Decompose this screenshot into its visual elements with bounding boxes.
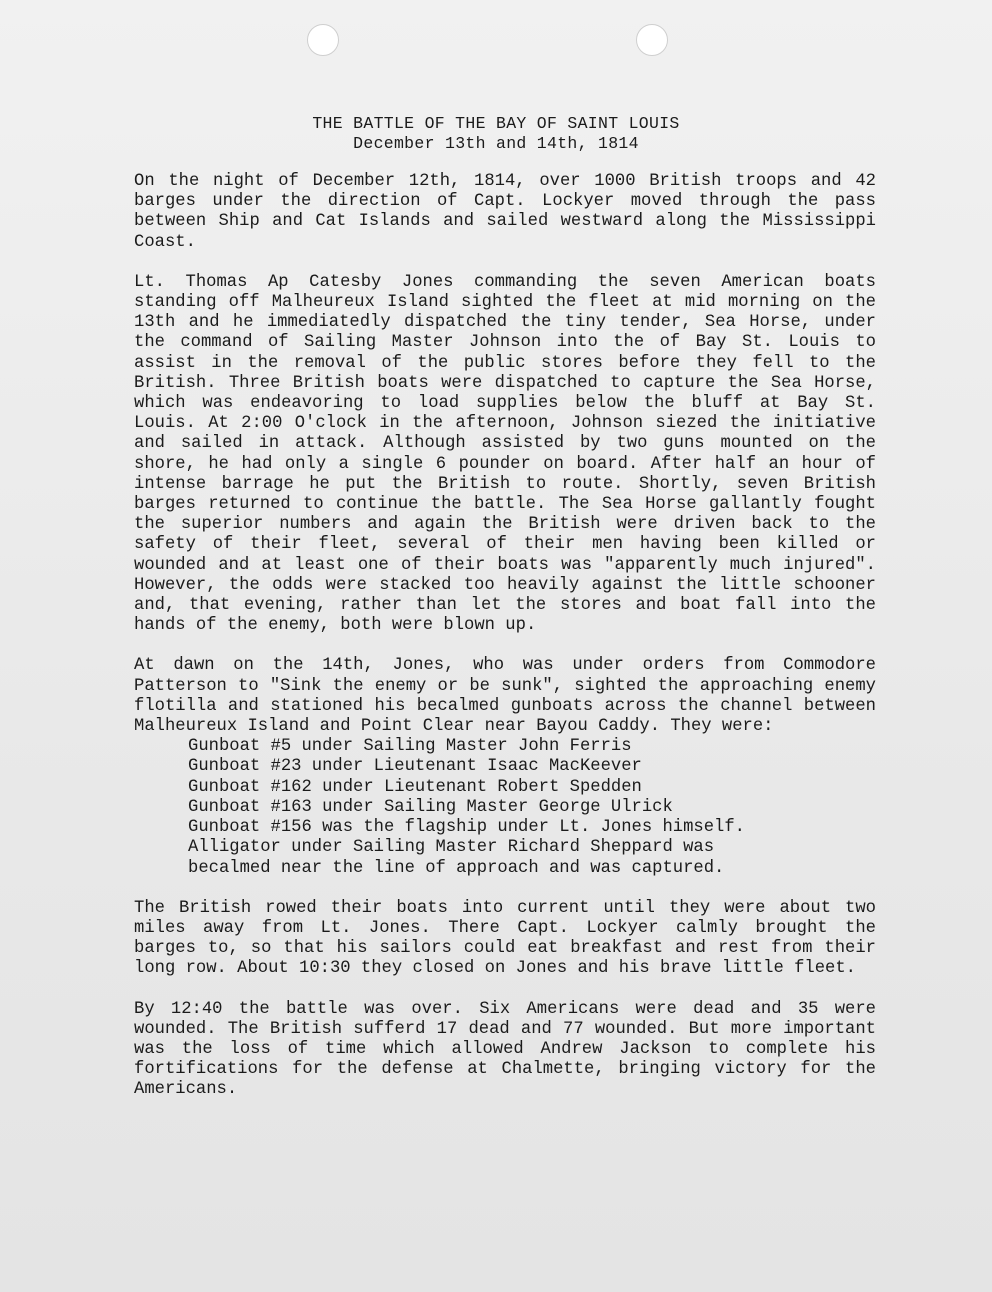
document-body: [134, 172, 876, 1121]
paragraph-3-intro: At dawn on the 14th, Jones, who was under orders from Commodore Patterson to "Sink the enemy or be sunk", sighted the approaching enemy flotilla and stationed his becalmed gunboats across the channel between Malheureux Island and Point Clear near Bayou Caddy. They were:: [134, 656, 876, 737]
paragraph-4: The British rowed their boats into current until they were about two miles away from Lt. Jones. There Capt. Lockyer calmly brought the barges to, so that his sailors could eat breakfast and rest from their long row. About 10:30 they closed on Jones and his brave little fleet.: [134, 898, 876, 979]
document-subtitle: December 13th and 14th, 1814: [353, 134, 639, 153]
gunboat-list: [188, 737, 876, 878]
punch-hole-left: [307, 24, 339, 56]
list-item: Alligator under Sailing Master Richard Sheppard was: [188, 838, 715, 858]
list-item: Gunboat #156 was the flagship under Lt. Jones himself.: [188, 818, 745, 838]
paragraph-2: Lt. Thomas Ap Catesby Jones commanding the seven American boats standing off Malheureux Island sighted the fleet at mid morning on the 13th and he immediatedly dispatched the tiny tender, Sea Horse, under the command of Sailing Master Johnson into the of Bay St. Louis to assist in the removal of the public stores before they fell to the British. Three British boats were dispatched to capture the Sea Horse, which was endeavoring to load supplies below the bluff at Bay St. Louis. At 2:00 O'clock in the afternoon, Johnson siezed the initiative and sailed in attack. Although assisted by two guns mounted on the shore, he had only a single 6 pounder on board. After half an hour of intense barrage he put the British to route. Shortly, seven British barges returned to continue the battle. The Sea Horse gallantly fought the superior numbers and again the British were driven back to the safety of their fleet, several of their men having been killed or wounded and at least one of their boats was "apparently much injured". However, the odds were stacked too heavily against the little schooner and, that evening, rather than let the stores and boat fall into the hands of the enemy, both were blown up.: [134, 272, 876, 636]
punch-hole-right: [636, 24, 668, 56]
paragraph-1: On the night of December 12th, 1814, over 1000 British troops and 42 barges under the direction of Capt. Lockyer moved through the pass between Ship and Cat Islands and sailed westward along the Mississippi Coast.: [134, 172, 876, 252]
list-item: Gunboat #163 under Sailing Master George Ulrick: [188, 797, 673, 817]
document-title: THE BATTLE OF THE BAY OF SAINT LOUIS: [312, 114, 680, 133]
list-item: Gunboat #162 under Lieutenant Robert Spedden: [188, 777, 642, 797]
paragraph-5: By 12:40 the battle was over. Six Americans were dead and 35 were wounded. The British sufferd 17 dead and 77 wounded. But more important was the loss of time which allowed Andrew Jackson to complete his fortifications for the defense at Chalmette, bringing victory for the Americans.: [134, 999, 876, 1100]
title-block: [130, 114, 862, 154]
list-item: becalmed near the line of approach and was captured.: [188, 858, 725, 878]
list-item: Gunboat #5 under Sailing Master John Ferris: [188, 737, 632, 757]
list-item: Gunboat #23 under Lieutenant Isaac MacKeever: [188, 757, 642, 777]
